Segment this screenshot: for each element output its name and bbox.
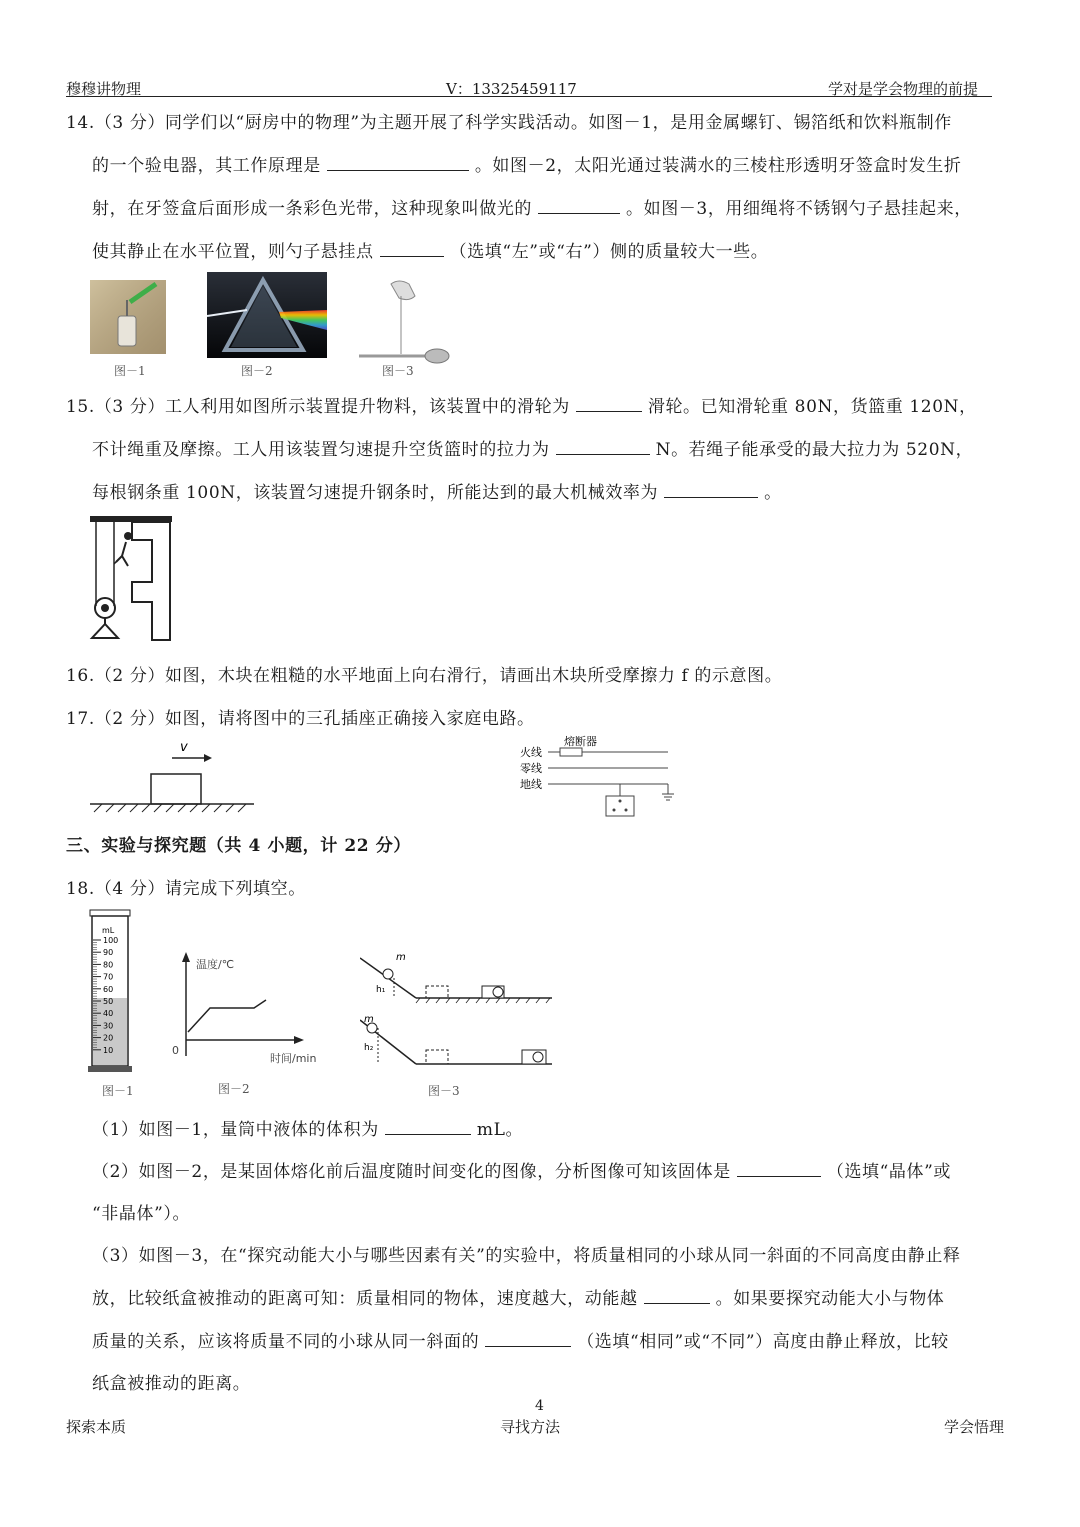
q18-blank1[interactable] (385, 1120, 471, 1135)
footer-right: 学会悟理 (944, 1418, 1005, 1436)
q18-blank3[interactable] (644, 1289, 710, 1304)
graph-xlabel: 时间/min (270, 1052, 317, 1065)
q17-fig-circuit (516, 734, 676, 820)
cylinder-tick-label: 90 (103, 948, 114, 958)
cylinder-tick-label: 10 (103, 1045, 114, 1055)
header-left: 穆穆讲物理 (66, 80, 142, 98)
q14-cap2: 图－2 (241, 364, 273, 378)
cylinder-tick-label: 50 (103, 997, 114, 1006)
q18-sub3-line3: 质量的关系，应该将质量不同的小球从同一斜面的 （选填“相同”或“不同”）高度由静止释放，比较 (92, 1332, 949, 1352)
q14-line2: 的一个验电器，其工作原理是 。如图－2，太阳光通过装满水的三棱柱形透明牙签盒时发生折 (92, 156, 962, 176)
q14-line4: 使其静止在水平位置，则勺子悬挂点 （选填“左”或“右”）侧的质量较大一些。 (92, 242, 769, 262)
header-rule (66, 96, 992, 97)
cylinder-tick-label: 40 (103, 1009, 114, 1019)
q18-intro: 18.（4 分）请完成下列填空。 (66, 879, 306, 899)
q18-sub1: （1）如图－1，量筒中液体的体积为 mL。 (92, 1120, 524, 1140)
ramp1-height: h₁ (376, 985, 386, 995)
page-number: 4 (535, 1398, 544, 1414)
q15-blank3[interactable] (664, 483, 758, 498)
q14-blank3[interactable] (380, 242, 444, 257)
q18-cap3: 图－3 (428, 1084, 460, 1098)
ground-wire-label: 地线 (520, 778, 542, 791)
q17-text: 17.（2 分）如图，请将图中的三孔插座正确接入家庭电路。 (66, 709, 535, 729)
cylinder-tick-label: 70 (103, 972, 114, 982)
header-right: 学对是学会物理的前提 (828, 80, 979, 98)
graph-ylabel: 温度/℃ (196, 958, 235, 971)
q18-blank2[interactable] (737, 1162, 821, 1177)
header-center: V：13325459117 (446, 80, 577, 98)
cylinder-tick-label: 30 (103, 1021, 114, 1031)
neutral-wire-label: 零线 (520, 762, 542, 775)
graph-origin: 0 (172, 1044, 179, 1057)
q18-fig2-graph (166, 950, 326, 1068)
q18-fig3-ramps (360, 948, 556, 1072)
q16-fig-block (88, 738, 258, 814)
ramp2-height: h₂ (364, 1043, 374, 1053)
q18-sub3-line1: （3）如图－3，在“探究动能大小与哪些因素有关”的实验中，将质量相同的小球从同一斜面的不同高度由静止释 (92, 1246, 961, 1266)
footer-center: 寻找方法 (500, 1418, 561, 1436)
q18-sub3-line2: 放，比较纸盒被推动的距离可知：质量相同的物体，速度越大，动能越 。如果要探究动能大小与物体 (92, 1289, 945, 1309)
q18-sub3-line4: 纸盒被推动的距离。 (92, 1374, 251, 1394)
ramp1-mass: m (396, 952, 406, 963)
q14-blank2[interactable] (538, 199, 620, 214)
q18-blank4[interactable] (485, 1332, 571, 1347)
q18-fig1-cylinder (88, 908, 136, 1074)
cylinder-unit: mL (102, 926, 115, 935)
q15-blank1[interactable] (576, 397, 642, 412)
live-wire-label: 火线 (520, 746, 542, 759)
q14-fig2-prism (207, 272, 327, 358)
q14-cap1: 图－1 (114, 364, 146, 378)
q15-line1: 15.（3 分）工人利用如图所示装置提升物料，该装置中的滑轮为 滑轮。已知滑轮重 80N，货篮重 120N， (66, 397, 977, 417)
q14-blank1[interactable] (327, 156, 469, 171)
q15-fig-pulley (88, 514, 174, 642)
q14-cap3: 图－3 (382, 364, 414, 378)
section3-title: 三、实验与探究题（共 4 小题，计 22 分） (66, 836, 411, 856)
q18-cap2: 图－2 (218, 1082, 250, 1096)
q18-sub2-cont: “非晶体”）。 (92, 1204, 191, 1224)
q15-line2: 不计绳重及摩擦。工人用该装置匀速提升空货篮时的拉力为 N。若绳子能承受的最大拉力为 520N， (92, 440, 974, 460)
cylinder-tick-label: 100 (103, 936, 119, 945)
q15-blank2[interactable] (556, 440, 650, 455)
q14-line3: 射，在牙签盒后面形成一条彩色光带，这种现象叫做光的 。如图－3，用细绳将不锈钢勺子悬挂起来， (92, 199, 972, 219)
q15-line3: 每根钢条重 100N，该装置匀速提升钢条时，所能达到的最大机械效率为 。 (92, 483, 782, 503)
q14-line1: 14.（3 分）同学们以“厨房中的物理”为主题开展了科学实践活动。如图－1，是用金属螺钉、锡箔纸和饮料瓶制作 (66, 113, 952, 133)
q14-fig1-electroscope (90, 280, 166, 354)
q18-sub2: （2）如图－2，是某固体熔化前后温度随时间变化的图像，分析图像可知该固体是 （选填“晶体”或 (92, 1162, 952, 1182)
q16-text: 16.（2 分）如图，木块在粗糙的水平地面上向右滑行，请画出木块所受摩擦力 f 的示意图。 (66, 666, 783, 686)
q18-cap1: 图－1 (102, 1084, 134, 1098)
cylinder-tick-label: 60 (103, 984, 114, 994)
cylinder-tick-label: 20 (103, 1033, 114, 1043)
cylinder-tick-label: 80 (103, 960, 114, 970)
footer-left: 探索本质 (66, 1418, 127, 1436)
velocity-label: v (180, 740, 188, 755)
q14-fig3-spoon (355, 276, 451, 368)
ramp2-mass: m (364, 1014, 374, 1025)
fuse-label: 熔断器 (564, 735, 597, 748)
